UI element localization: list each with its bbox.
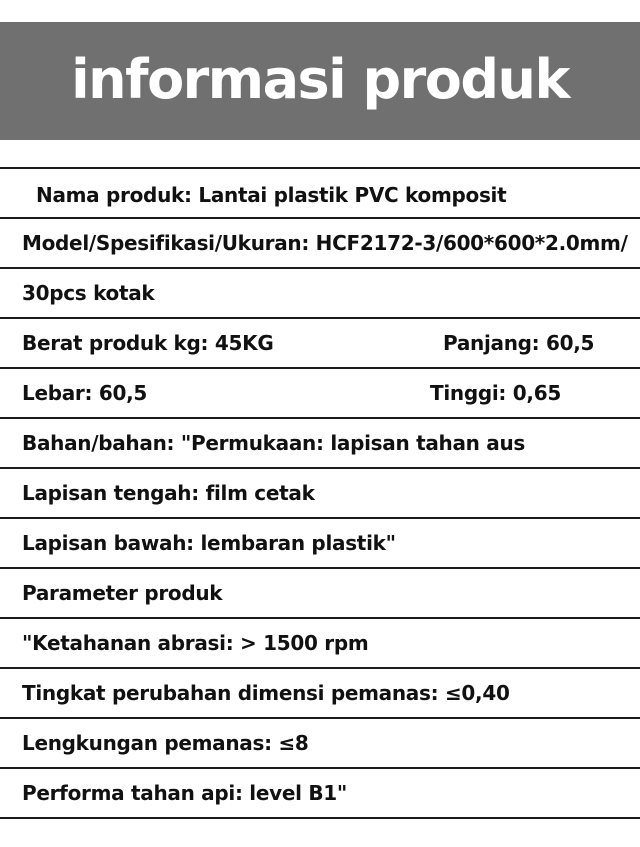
model-spec-cell: Model/Spesifikasi/Ukuran: HCF2172-3/600*600*2.0mm/ (22, 231, 628, 255)
width-cell: Lebar: 60,5 (22, 381, 147, 405)
dimension-change-cell: Tingkat perubahan dimensi pemanas: ≤0,40 (22, 681, 510, 705)
table-row (0, 319, 640, 369)
abrasion-cell: "Ketahanan abrasi: > 1500 rpm (22, 631, 369, 655)
table-row (0, 519, 640, 569)
length-cell: Panjang: 60,5 (443, 331, 595, 355)
bottom-layer-cell: Lapisan bawah: lembaran plastik" (22, 531, 396, 555)
product-name-cell: Nama produk: Lantai plastik PVC komposit (36, 183, 507, 207)
middle-layer-cell: Lapisan tengah: film cetak (22, 481, 315, 505)
table-row (0, 469, 640, 519)
parameter-heading-cell: Parameter produk (22, 581, 223, 605)
table-row (0, 619, 640, 669)
table-row (0, 169, 640, 219)
table-row (0, 669, 640, 719)
curvature-cell: Lengkungan pemanas: ≤8 (22, 731, 309, 755)
table-row (0, 369, 640, 419)
table-row (0, 219, 640, 269)
table-row (0, 769, 640, 819)
packaging-cell: 30pcs kotak (22, 281, 155, 305)
height-cell: Tinggi: 0,65 (430, 381, 561, 405)
weight-cell: Berat produk kg: 45KG (22, 331, 274, 355)
table-row (0, 419, 640, 469)
header-banner (0, 22, 640, 140)
table-row (0, 569, 640, 619)
product-info-table (0, 167, 640, 819)
material-cell: Bahan/bahan: "Permukaan: lapisan tahan aus (22, 431, 525, 455)
page-title: informasi produk (71, 47, 569, 111)
fire-performance-cell: Performa tahan api: level B1" (22, 781, 348, 805)
table-row (0, 719, 640, 769)
table-row (0, 269, 640, 319)
